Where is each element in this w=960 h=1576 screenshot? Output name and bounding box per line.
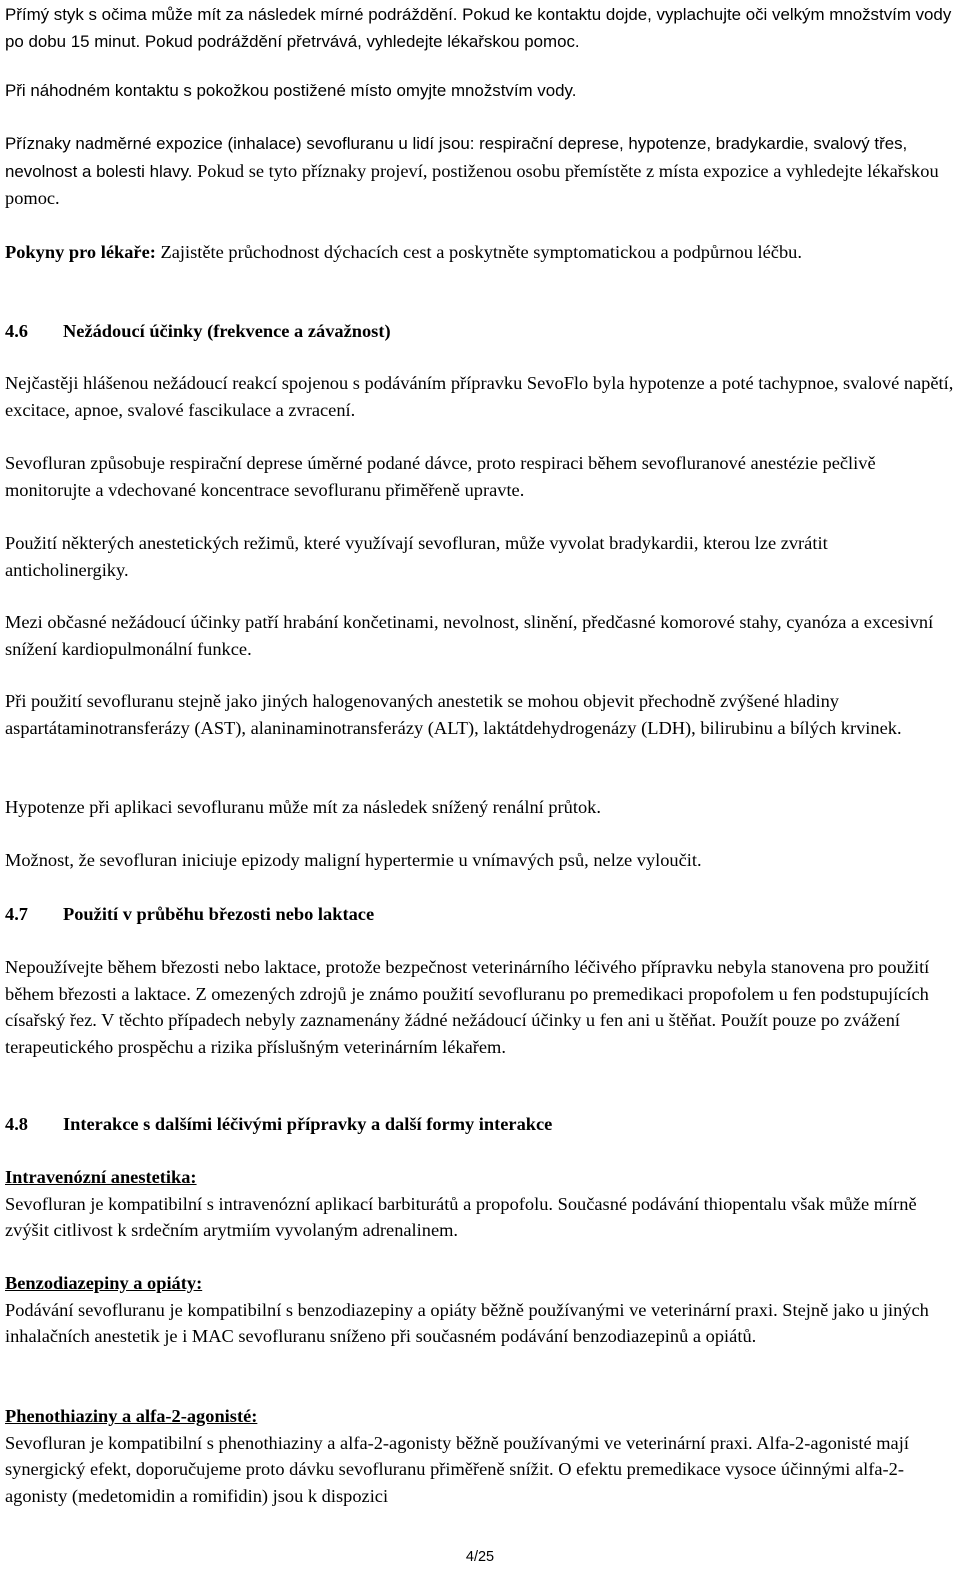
section-heading-4-6: 4.6 Nežádoucí účinky (frekvence a závažnost) (5, 321, 391, 341)
paragraph-renal-flow: Hypotenze při aplikaci sevofluranu může mít za následek snížený renální průtok. (5, 797, 601, 817)
paragraph-pregnancy-lactation: Nepoužívejte během březosti nebo laktace, protože bezpečnost veterinárního léčivého přípravku nebyla stanovena pro použití během březosti a laktace. Z omezených zdrojů je známo použití sevofluranu po premedikaci propofolem u fen podstupujících císařský řez. V těchto případech nebyly zaznamenány žádné nežádoucí účinky u fen ani u štěňat. Použít pouze po zvážení terapeutického prospěchu a rizika příslušným veterinárním lékařem. (5, 957, 930, 1057)
paragraph-physician-advice: Pokyny pro lékaře: Zajistěte průchodnost dýchacích cest a poskytněte symptomatickou a podpůrnou léčbu. (5, 242, 802, 262)
paragraph-adverse-common: Nejčastěji hlášenou nežádoucí reakcí spojenou s podáváním přípravku SevoFlo byla hypotenze a poté tachypnoe, svalové napětí, excitace, apnoe, svalové fascikulace a zvracení. (5, 373, 954, 420)
section-heading-4-8: 4.8 Interakce s dalšími léčivými přípravky a další formy interakce (5, 1114, 553, 1134)
paragraph-occasional-effects: Mezi občasné nežádoucí účinky patří hrabání končetinami, nevolnost, slinění, předčasné komorové stahy, cyanóza a excesivní snížení kardiopulmonální funkce. (5, 612, 934, 659)
paragraph-overexposure: Příznaky nadměrné expozice (inhalace) sevofluranu u lidí jsou: respirační deprese, hypotenze, bradykardie, svalový třes, nevolnost a bolesti hlavy. Pokud se tyto příznaky projeví, postiženou osobu přemístěte z místa expozice a vyhledejte lékařskou pomoc. (5, 134, 939, 209)
section-heading-4-7: 4.7 Použití v průběhu březosti nebo laktace (5, 904, 375, 924)
subsection-intravenous-anesthetics: Intravenózní anestetika: Sevofluran je kompatibilní s intravenózní aplikací barbiturátů a propofolu. Současné podávání thiopentalu však může mírně zvýšit citlivost k srdečním arytmiím vyvolaným adrenalinem. (5, 1167, 917, 1241)
physician-advice-label: Pokyny pro lékaře: (5, 242, 156, 262)
subsection-title-phenothiazines: Phenothiaziny a alfa-2-agonisté: (5, 1406, 258, 1426)
paragraph-bradycardia: Použití některých anestetických režimů, které využívají sevofluran, může vyvolat bradykardii, kterou lze zvrátit anticholinergiky. (5, 533, 828, 580)
paragraph-respiratory-depression: Sevofluran způsobuje respirační deprese úměrné podané dávce, proto respiraci během sevofluranové anestézie pečlivě monitorujte a vdechované koncentrace sevofluranu přiměřeně upravte. (5, 453, 876, 500)
paragraph-liver-enzymes: Při použití sevofluranu stejně jako jiných halogenovaných anestetik se mohou objevit přechodně zvýšené hladiny aspartátaminotransferázy (AST), alaninaminotransferázy (ALT), laktátdehydrogenázy (LDH), bilirubinu a bílých krvinek. (5, 691, 902, 738)
subsection-title-benzodiazepines: Benzodiazepiny a opiáty: (5, 1273, 203, 1293)
subsection-title-intravenous: Intravenózní anestetika: (5, 1167, 197, 1187)
subsection-benzodiazepines: Benzodiazepiny a opiáty: Podávání sevofluranu je kompatibilní s benzodiazepiny a opiáty běžně používanými ve veterinární praxi. Stejně jako u jiných inhalačních anestetik je i MAC sevofluranu sníženo při současném podávání benzodiazepinů a opiátů. (5, 1273, 929, 1347)
subsection-phenothiazines: Phenothiaziny a alfa-2-agonisté: Sevofluran je kompatibilní s phenothiaziny a alfa-2-agonisty běžně používanými ve veterinární praxi. Alfa-2-agonisté mají synergický efekt, doporučujeme proto dávku sevofluranu přiměřeně snížit. O efektu premedikace vysoce účinnými alfa-2-agonisty (medetomidin a romifidin) jsou k dispozici (5, 1406, 909, 1506)
page-number: 4/25 (465, 1549, 495, 1565)
paragraph-eye-contact: Přímý styk s očima může mít za následek mírné podráždění. Pokud ke kontaktu dojde, vyplachujte oči velkým množstvím vody po dobu 15 minut. Pokud podráždění přetrvává, vyhledejte lékařskou pomoc. (5, 5, 952, 51)
paragraph-skin-contact: Při náhodném kontaktu s pokožkou postižené místo omyjte množstvím vody. (5, 81, 577, 100)
paragraph-malignant-hyperthermia: Možnost, že sevofluran iniciuje epizody maligní hypertermie u vnímavých psů, nelze vyloučit. (5, 850, 702, 870)
